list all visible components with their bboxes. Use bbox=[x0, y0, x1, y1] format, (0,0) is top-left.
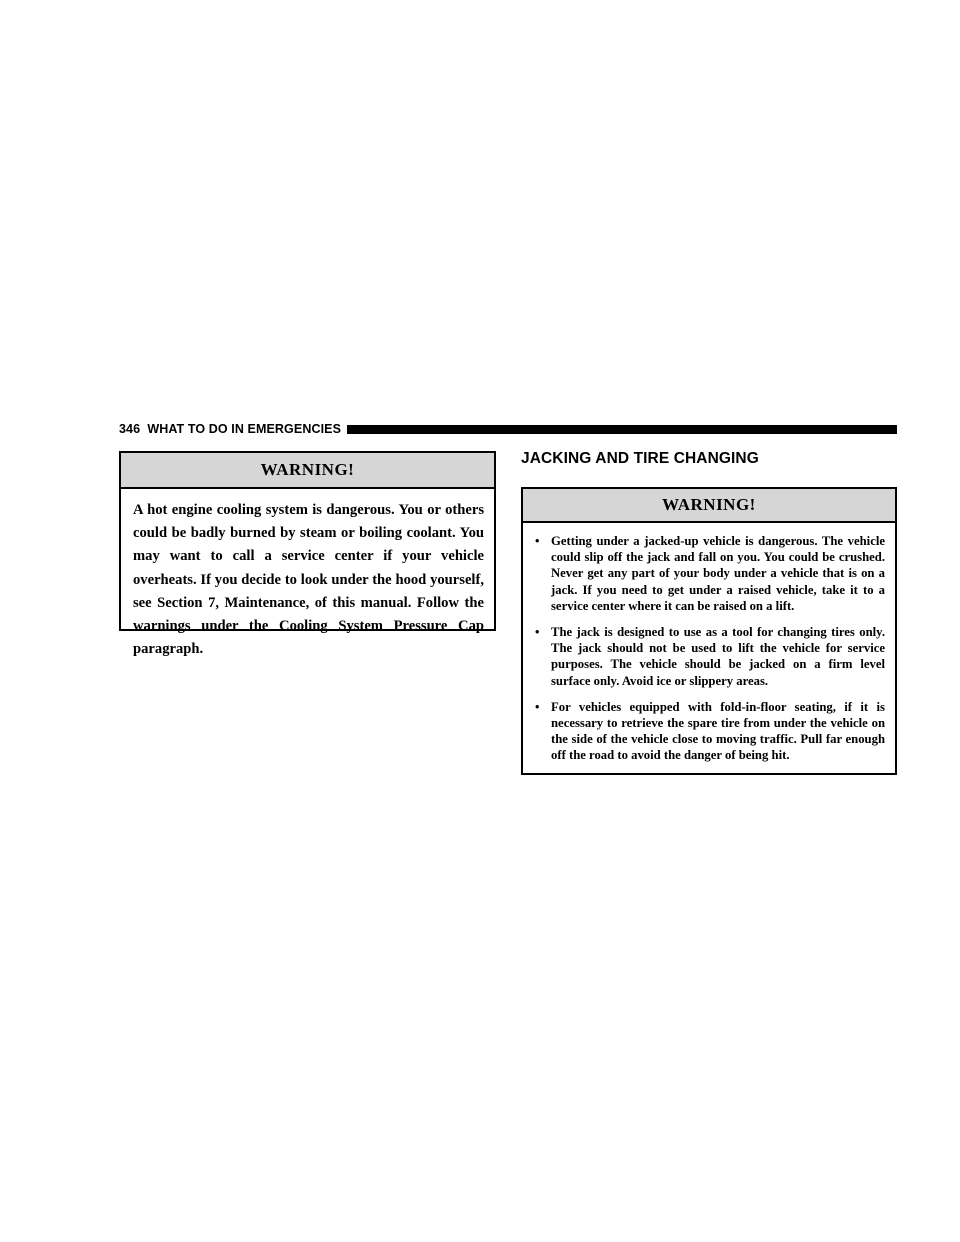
list-item bbox=[533, 624, 885, 689]
warning-body: A hot engine cooling system is dangerous. You or others could be badly burned by steam or boiling coolant. You may want to call a service center if your vehicle overheats. If you decide to look under the hood yourself, see Section 7, Maintenance, of this manual. Follow the warnings under the Cooling System Pressure Cap paragraph. bbox=[133, 502, 484, 658]
list-item-text: Getting under a jacked-up vehicle is dangerous. The vehicle could slip off the jack and fall on you. You could be crushed. Never get any part of your body under a vehicle that is on a jack. If you need to get under a raised vehicle, take it to a service center where it can be raised on a lift. bbox=[551, 534, 885, 613]
cooling-system-warning-box bbox=[119, 451, 496, 658]
warning-title: WARNING! bbox=[523, 489, 895, 523]
bullet-icon: • bbox=[535, 699, 540, 714]
list-item-text: The jack is designed to use as a tool for changing tires only. The jack should not be used to lift the vehicle for service purposes. The vehicle should be jacked on a firm level surface only. Avoid ice or slippery areas. bbox=[551, 625, 885, 688]
running-header bbox=[119, 421, 897, 437]
bullet-icon: • bbox=[535, 625, 540, 640]
header-rule bbox=[347, 425, 897, 434]
warning-list bbox=[523, 523, 895, 764]
list-item bbox=[533, 533, 885, 614]
section-heading: JACKING AND TIRE CHANGING bbox=[521, 450, 759, 467]
warning-title: WARNING! bbox=[121, 453, 494, 489]
list-item-text: For vehicles equipped with fold-in-floor seating, if it is necessary to retrieve the spare tire from under the vehicle on the side of the vehicle close to moving traffic. Pull far enough off the road to avoid the danger of being hit. bbox=[551, 699, 885, 763]
page-number: 346 bbox=[119, 422, 141, 436]
header-label bbox=[119, 422, 347, 436]
jacking-warning-box bbox=[521, 487, 897, 775]
bullet-icon: • bbox=[535, 534, 540, 548]
list-item bbox=[533, 699, 885, 764]
section-name: WHAT TO DO IN EMERGENCIES bbox=[147, 422, 342, 436]
